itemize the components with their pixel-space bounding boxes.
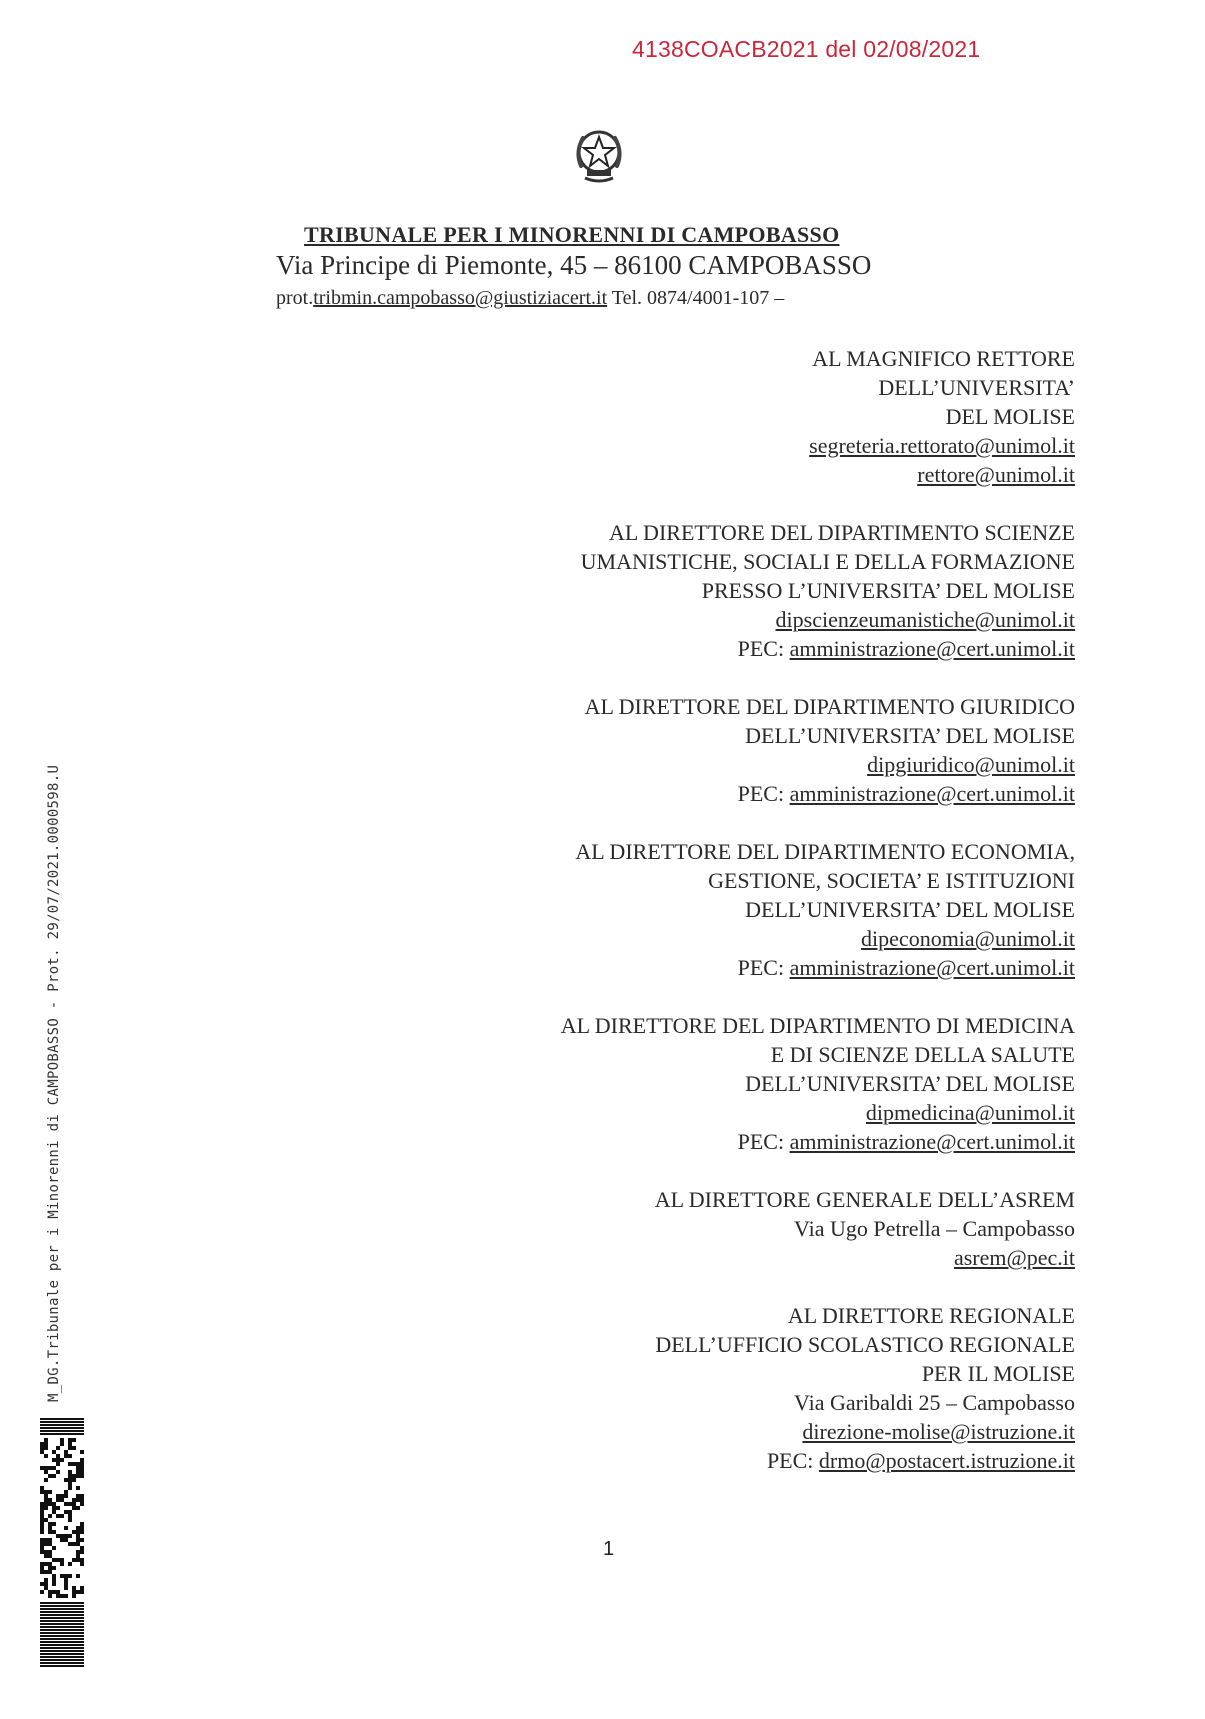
recipient-line: DEL MOLISE: [945, 404, 1075, 429]
protocol-stamp: 4138COACB2021 del 02/08/2021: [632, 36, 981, 62]
recipient-pec-link[interactable]: amministrazione@cert.unimol.it: [789, 636, 1075, 661]
page-number: 1: [603, 1538, 615, 1560]
recipient-pec-link[interactable]: drmo@postacert.istruzione.it: [818, 1448, 1075, 1473]
recipient-email-link[interactable]: direzione-molise@istruzione.it: [802, 1419, 1075, 1444]
pec-label: PEC:: [766, 1448, 819, 1473]
recipient-pec-link[interactable]: amministrazione@cert.unimol.it: [789, 1129, 1075, 1154]
recipient-line: UMANISTICHE, SOCIALI E DELLA FORMAZIONE: [580, 549, 1075, 574]
recipient-line: AL DIRETTORE DEL DIPARTIMENTO SCIENZE: [609, 520, 1075, 545]
recipient-line: DELL’UFFICIO SCOLASTICO REGIONALE: [655, 1332, 1075, 1357]
recipient-line: PER IL MOLISE: [921, 1361, 1075, 1386]
recipient-block: [435, 1301, 1075, 1475]
recipient-block: [435, 1185, 1075, 1272]
pec-label: PEC:: [737, 636, 790, 661]
recipient-email-link[interactable]: rettore@unimol.it: [917, 462, 1075, 487]
recipient-line: AL MAGNIFICO RETTORE: [812, 346, 1075, 371]
side-protocol-text: M_DG.Tribunale per i Minorenni di CAMPOBASSO - Prot. 29/07/2021.0000598.U: [46, 764, 62, 1402]
datamatrix-barcode-icon: [40, 1418, 84, 1668]
pec-label: PEC:: [737, 1129, 790, 1154]
recipient-block: [435, 518, 1075, 663]
court-address: Via Principe di Piemonte, 45 – 86100 CAMPOBASSO: [276, 250, 872, 280]
recipient-pec-line: [435, 1127, 1075, 1156]
recipient-line: Via Ugo Petrella – Campobasso: [794, 1216, 1075, 1241]
recipient-block: [435, 692, 1075, 808]
recipient-block: [435, 344, 1075, 489]
recipient-email-link[interactable]: segreteria.rettorato@unimol.it: [809, 433, 1075, 458]
recipient-line: DELL’UNIVERSITA’ DEL MOLISE: [745, 897, 1075, 922]
recipient-pec-link[interactable]: amministrazione@cert.unimol.it: [789, 781, 1075, 806]
recipient-line: E DI SCIENZE DELLA SALUTE: [770, 1042, 1075, 1067]
recipient-email-link[interactable]: dipeconomia@unimol.it: [861, 926, 1075, 951]
recipient-line: Via Garibaldi 25 – Campobasso: [794, 1390, 1075, 1415]
recipient-line: AL DIRETTORE REGIONALE: [787, 1303, 1075, 1328]
court-header: [276, 222, 936, 310]
recipient-pec-line: [435, 779, 1075, 808]
recipient-line: AL DIRETTORE DEL DIPARTIMENTO DI MEDICINA: [560, 1013, 1075, 1038]
recipient-pec-line: [435, 1446, 1075, 1475]
recipient-email-link[interactable]: dipgiuridico@unimol.it: [867, 752, 1075, 777]
recipient-email-link[interactable]: asrem@pec.it: [953, 1245, 1075, 1270]
recipient-line: AL DIRETTORE DEL DIPARTIMENTO GIURIDICO: [584, 694, 1075, 719]
italian-republic-emblem-icon: [567, 122, 631, 186]
recipient-line: DELL’UNIVERSITA’: [878, 375, 1075, 400]
recipients-list: [435, 344, 1075, 1504]
recipient-line: AL DIRETTORE GENERALE DELL’ASREM: [654, 1187, 1075, 1212]
recipient-email-link[interactable]: dipmedicina@unimol.it: [865, 1100, 1075, 1125]
recipient-line: DELL’UNIVERSITA’ DEL MOLISE: [745, 723, 1075, 748]
recipient-block: [435, 837, 1075, 982]
recipient-pec-line: [435, 634, 1075, 663]
recipient-line: DELL’UNIVERSITA’ DEL MOLISE: [745, 1071, 1075, 1096]
recipient-line: AL DIRETTORE DEL DIPARTIMENTO ECONOMIA,: [575, 839, 1075, 864]
court-contact: [276, 287, 936, 310]
recipient-pec-link[interactable]: amministrazione@cert.unimol.it: [789, 955, 1075, 980]
court-email-link[interactable]: tribmin.campobasso@giustiziacert.it: [313, 287, 608, 309]
court-phone: Tel. 0874/4001-107 –: [607, 287, 785, 309]
pec-label: PEC:: [737, 781, 790, 806]
recipient-pec-line: [435, 953, 1075, 982]
recipient-line: GESTIONE, SOCIETA’ E ISTITUZIONI: [708, 868, 1075, 893]
contact-prefix: prot.: [276, 287, 314, 309]
court-name: TRIBUNALE PER I MINORENNI DI CAMPOBASSO: [304, 222, 840, 247]
pec-label: PEC:: [737, 955, 790, 980]
recipient-block: [435, 1011, 1075, 1156]
recipient-line: PRESSO L’UNIVERSITA’ DEL MOLISE: [701, 578, 1075, 603]
recipient-email-link[interactable]: dipscienzeumanistiche@unimol.it: [775, 607, 1075, 632]
